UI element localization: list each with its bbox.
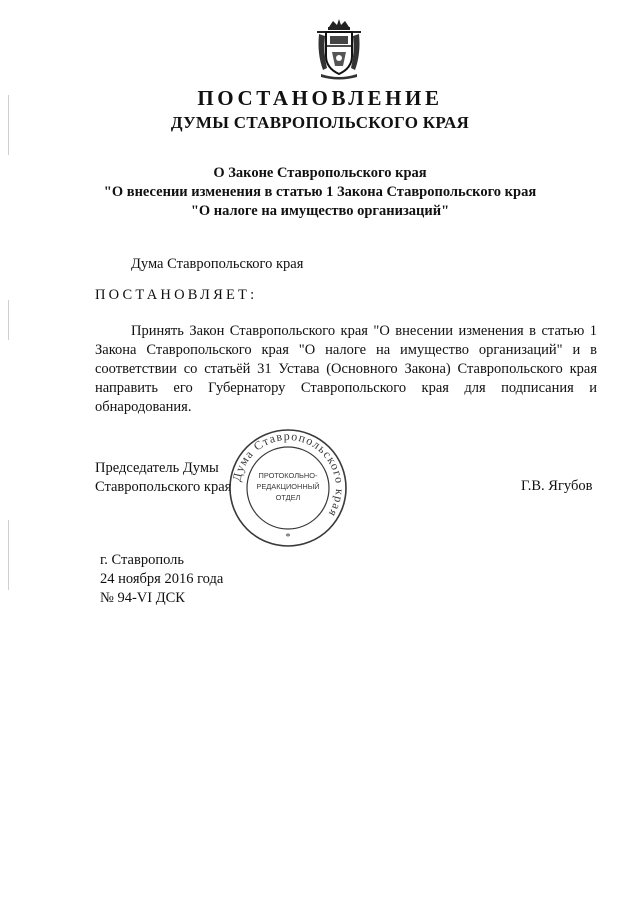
stamp-inner-line-2: РЕДАКЦИОННЫЙ xyxy=(256,482,320,491)
date: 24 ноября 2016 года xyxy=(100,571,224,587)
body-paragraph: Принять Закон Ставропольского края "О внесении изменения в статью 1 Закона Ставропольского края "О налоге на имущество организаций" и в соответствии со статьёй 31 Устава (Основного Закона) Ставропольского края направить его Губернатору Ставропольского края для подписания и обнародования. xyxy=(95,323,597,415)
decree-word: ПОСТАНОВЛЯЕТ: xyxy=(95,287,258,303)
subject-line-2: "О внесении изменения в статью 1 Закона Ставропольского края xyxy=(103,184,537,200)
intro-text: Дума Ставропольского края xyxy=(131,256,304,272)
document-footer xyxy=(100,551,223,608)
official-stamp xyxy=(226,426,350,550)
stamp-outer-text: Дума Ставропольского края xyxy=(229,428,348,521)
stamp-star-icon: * xyxy=(285,532,291,543)
stamp-inner-line-3: ОТДЕЛ xyxy=(275,493,301,502)
document-subtitle: ДУМЫ СТАВРОПОЛЬСКОГО КРАЯ xyxy=(170,113,470,132)
stamp-inner-line-1: ПРОТОКОЛЬНО- xyxy=(258,471,318,480)
document-title: ПОСТАНОВЛЕНИЕ xyxy=(197,86,443,110)
document-number: № 94-VI ДСК xyxy=(100,590,185,606)
subject-line-1: О Законе Ставропольского края xyxy=(213,165,427,181)
subject-line-3: "О налоге на имущество организаций" xyxy=(190,203,450,219)
signatory-name: Г.В. Ягубов xyxy=(521,478,593,494)
city: г. Ставрополь xyxy=(100,552,185,568)
scan-margin-mark xyxy=(8,520,9,590)
scan-margin-mark xyxy=(8,300,9,340)
coat-of-arms-icon xyxy=(313,18,365,80)
signatory-title xyxy=(95,459,231,497)
signatory-title-line-2: Ставропольского края xyxy=(95,479,232,495)
signatory-title-line-1: Председатель Думы xyxy=(95,460,219,476)
